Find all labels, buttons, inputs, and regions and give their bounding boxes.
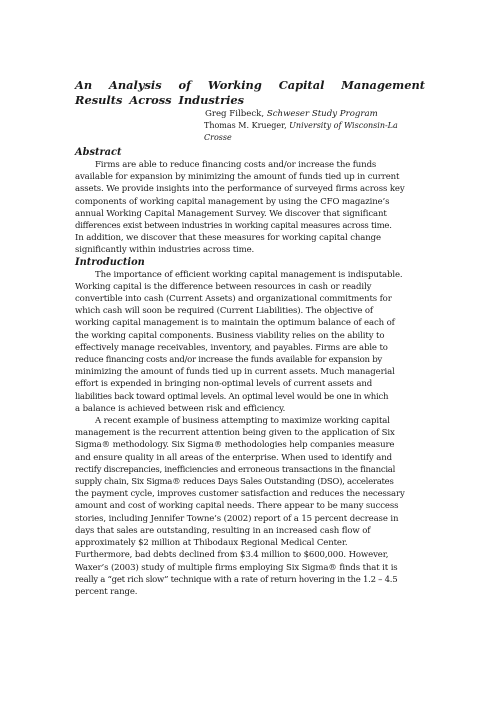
text-line: Waxer’s (2003) study of multiple firms employing Six Sigma® finds that it is	[75, 562, 398, 573]
text-line: The importance of efficient working capital management is indisputable.	[95, 269, 403, 280]
text-line: approximately $2 million at Thibodaux Regional Medical Center.	[75, 538, 348, 549]
text-line: In addition, we discover that these measures for working capital change	[75, 233, 381, 244]
text-line: rectify discrepancies, inefficiencies and erroneous transactions in the financial	[75, 464, 396, 475]
paper-content	[75, 78, 425, 598]
text-line: A recent example of business attempting to maximize working capital	[95, 416, 390, 427]
text-line: available for expansion by minimizing the amount of funds tied up in current	[75, 172, 400, 183]
paper-title: An Analysis of Working Capital Management Results Across Industries	[75, 78, 425, 107]
introduction-paragraph-1	[75, 269, 425, 415]
text-line: assets. We provide insights into the performance of surveyed firms across key	[75, 184, 405, 195]
text-line: effort is expended in bringing non-optimal levels of current assets and	[75, 379, 373, 390]
introduction-paragraph-2	[75, 415, 425, 598]
text-line: minimizing the amount of funds tied up in current assets. Much managerial	[75, 367, 395, 378]
abstract-paragraph	[75, 159, 425, 257]
text-line: components of working capital management by using the CFO magazine’s	[75, 196, 390, 207]
text-line: annual Working Capital Management Survey. We discover that significant	[75, 208, 387, 219]
introduction-heading: Introduction	[75, 256, 145, 268]
text-line: stories, including Jennifer Towne’s (2002) report of a 15 percent decrease in	[75, 513, 399, 524]
text-line: the working capital components. Business viability relies on the ability to	[75, 330, 385, 341]
text-line: the payment cycle, improves customer satisfaction and reduces the necessary	[75, 489, 405, 500]
text-line: convertible into cash (Current Assets) and organizational commitments for	[75, 294, 392, 305]
text-line: significantly within industries across time.	[75, 245, 255, 256]
text-line: effectively manage receivables, inventory, and payables. Firms are able to	[75, 342, 388, 353]
author-line	[75, 120, 425, 144]
author-line	[75, 108, 425, 120]
text-line: differences exist between industries in working capital measures across time.	[75, 221, 392, 232]
text-line: liabilities back toward optimal levels. An optimal level would be one in which	[75, 391, 389, 402]
text-line: a balance is achieved between risk and efficiency.	[75, 403, 286, 414]
text-line: management is the recurrent attention being given to the application of Six	[75, 428, 395, 439]
abstract-heading: Abstract	[75, 147, 122, 158]
text-line: days that sales are outstanding, resulting in an increased cash flow of	[75, 525, 371, 536]
text-line: reduce financing costs and/or increase the funds available for expansion by	[75, 355, 382, 366]
text-line: Firms are able to reduce financing costs and/or increase the funds	[95, 160, 377, 170]
text-line: amount and cost of working capital needs. There appear to be many success	[75, 501, 399, 512]
text-line: Sigma® methodology. Six Sigma® methodologies help companies measure	[75, 440, 395, 451]
text-line: supply chain, Six Sigma® reduces Days Sales Outstanding (DSO), accelerates	[75, 477, 394, 488]
text-line: Working capital is the difference between resources in cash or readily	[75, 281, 372, 292]
text-line: percent range.	[75, 586, 138, 597]
author-affiliation: Schweser Study Program	[266, 109, 378, 119]
author-name: Thomas M. Krueger,	[204, 121, 290, 130]
text-line: which cash will soon be required (Current Liabilities). The objective of	[75, 306, 373, 317]
text-line: Furthermore, bad debts declined from $3.4 million to $600,000. However,	[75, 550, 389, 561]
author-affiliation: University of Wisconsin-La Crosse	[204, 121, 398, 142]
author-name: Greg Filbeck,	[205, 109, 267, 119]
text-line: really a “get rich slow” technique with a rate of return hovering in the 1.2 – 4.5	[75, 574, 398, 585]
text-line: working capital management is to maintain the optimum balance of each of	[75, 318, 395, 329]
text-line: and ensure quality in all areas of the enterprise. When used to identify and	[75, 452, 392, 463]
